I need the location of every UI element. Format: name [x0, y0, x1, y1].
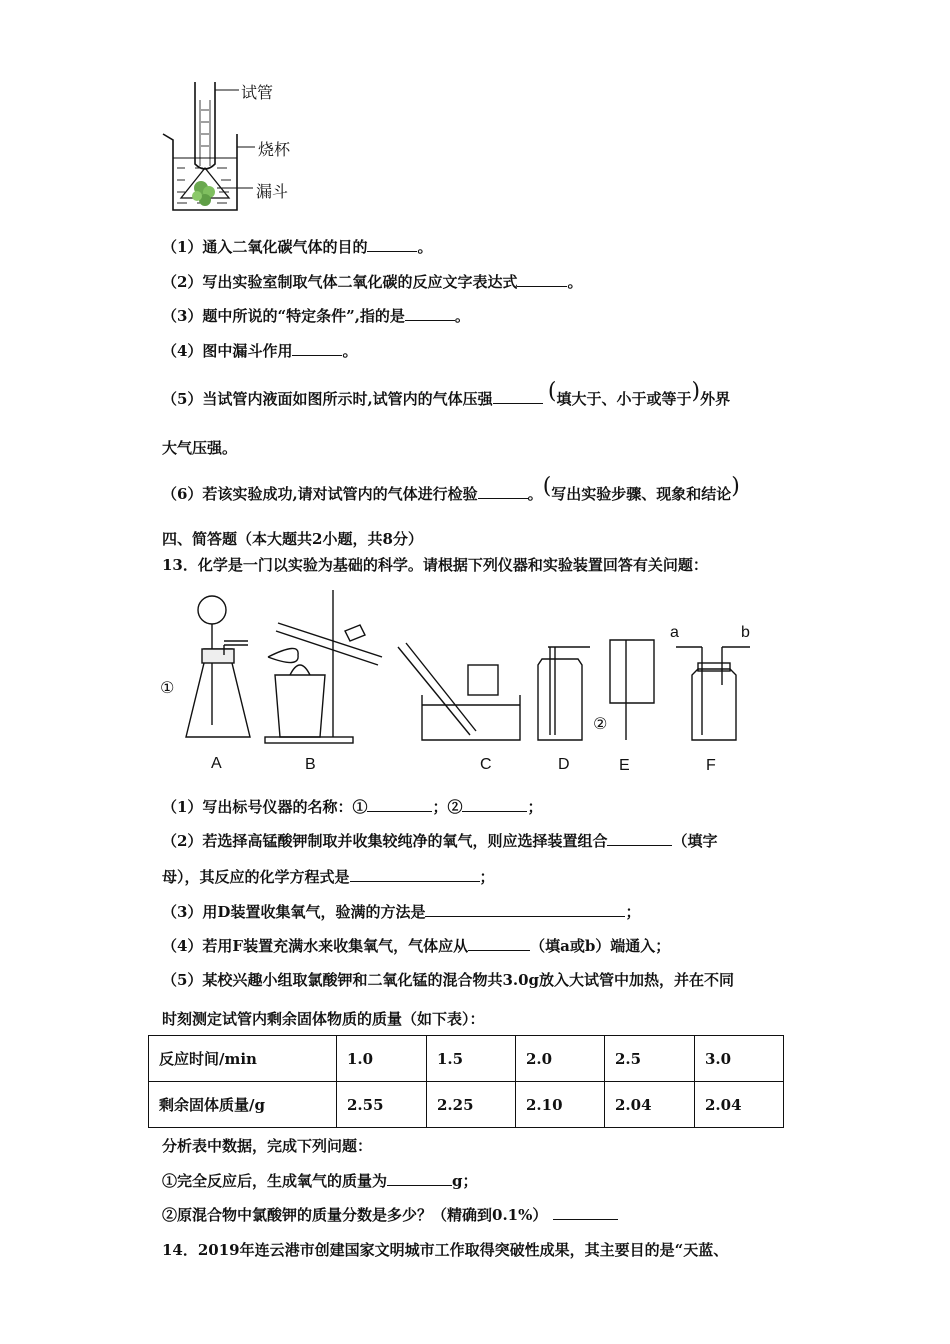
q13-part2: （2）若选择高锰酸钾制取并收集较纯净的氧气，则应选择装置组合 （填字: [162, 832, 718, 850]
port-label-a: a: [670, 624, 679, 641]
q12-part1: （1）通入二氧化碳气体的目的 。: [162, 238, 433, 256]
q13-part2-cont: 母），其反应的化学方程式是 ；: [162, 868, 495, 886]
answer-blank: [367, 797, 432, 812]
q14-stem: 14．2019年连云港市创建国家文明城市工作取得突破性成果，其主要目的是“天蓝、: [162, 1241, 729, 1259]
q12-part6: （6）若该实验成功,请对试管内的气体进行检验 。(写出实验步骤、现象和结论): [162, 474, 740, 503]
label-test-tube: 试管: [241, 85, 274, 102]
data-table: [148, 1035, 784, 1128]
figure-test-tube-beaker: [155, 70, 315, 220]
answer-blank: [462, 797, 527, 812]
table-cell: 3.0: [695, 1036, 784, 1082]
answer-blank: [425, 902, 625, 917]
table-cell: 2.04: [605, 1082, 695, 1128]
q13-stem: 13．化学是一门以实验为基础的科学。请根据下列仪器和实验装置回答有关问题：: [162, 556, 708, 574]
q13-part3: （3）用D装置收集氧气，验满的方法是 ；: [162, 903, 641, 921]
answer-blank: [387, 1171, 452, 1186]
q12-part2: （2）写出实验室制取气体二氧化碳的反应文字表达式 。: [162, 273, 583, 291]
answer-blank: [607, 831, 672, 846]
table-cell: 剩余固体质量/g: [149, 1082, 337, 1128]
label-beaker: 烧杯: [258, 142, 291, 159]
apparatus-label-f: F: [706, 757, 716, 774]
analysis-prompt: 分析表中数据，完成下列问题：: [162, 1137, 373, 1155]
q13-part4: （4）若用F装置充满水来收集氧气，气体应从 （填a或b）端通入；: [162, 937, 671, 955]
answer-blank: [468, 936, 530, 951]
circle-label-2: ②: [593, 716, 608, 733]
answer-blank: [367, 237, 417, 252]
q13-part5-cont: 时刻测定试管内剩余固体物质的质量（如下表）：: [162, 1010, 485, 1028]
apparatus-label-c: C: [480, 756, 492, 773]
answer-blank: [517, 272, 567, 287]
apparatus-label-d: D: [558, 756, 570, 773]
q12-part3: （3）题中所说的“特定条件”,指的是 。: [162, 307, 470, 325]
table-cell: 2.55: [337, 1082, 427, 1128]
figure-apparatus-a-f: [150, 585, 780, 785]
table-row: [149, 1082, 784, 1128]
answer-blank: [493, 389, 543, 404]
answer-blank: [350, 867, 480, 882]
subquestion-2: ②原混合物中氯酸钾的质量分数是多少？（精确到0.1%）: [162, 1204, 618, 1225]
apparatus-label-b: B: [305, 756, 316, 773]
circle-label-1: ①: [160, 680, 175, 697]
answer-blank: [405, 306, 455, 321]
q12-part5-cont: 大气压强。: [162, 439, 238, 457]
table-cell: 1.5: [427, 1036, 516, 1082]
table-cell: 1.0: [337, 1036, 427, 1082]
apparatus-label-a: A: [211, 755, 222, 772]
q13-part5: （5）某校兴趣小组取氯酸钾和二氧化锰的混合物共3.0g放入大试管中加热，并在不同: [162, 971, 735, 989]
table-row: [149, 1036, 784, 1082]
q12-part4: （4）图中漏斗作用 。: [162, 342, 358, 360]
answer-blank: [478, 484, 528, 499]
answer-blank: [553, 1205, 618, 1220]
port-label-b: b: [741, 624, 750, 641]
table-cell: 2.0: [516, 1036, 605, 1082]
table-cell: 2.5: [605, 1036, 695, 1082]
table-cell: 2.10: [516, 1082, 605, 1128]
table-cell: 2.04: [695, 1082, 784, 1128]
subquestion-1: ①完全反应后，生成氧气的质量为 g；: [162, 1172, 478, 1190]
apparatus-label-e: E: [619, 757, 630, 774]
q13-part1: （1）写出标号仪器的名称：① ；② ；: [162, 798, 543, 816]
label-funnel: 漏斗: [256, 184, 289, 201]
table-cell: 反应时间/min: [149, 1036, 337, 1082]
q12-part5: （5）当试管内液面如图所示时,试管内的气体压强 (填大于、小于或等于)外界: [162, 379, 731, 408]
answer-blank: [292, 341, 342, 356]
section-heading: 四、简答题（本大题共2小题，共8分）: [162, 530, 423, 548]
table-cell: 2.25: [427, 1082, 516, 1128]
